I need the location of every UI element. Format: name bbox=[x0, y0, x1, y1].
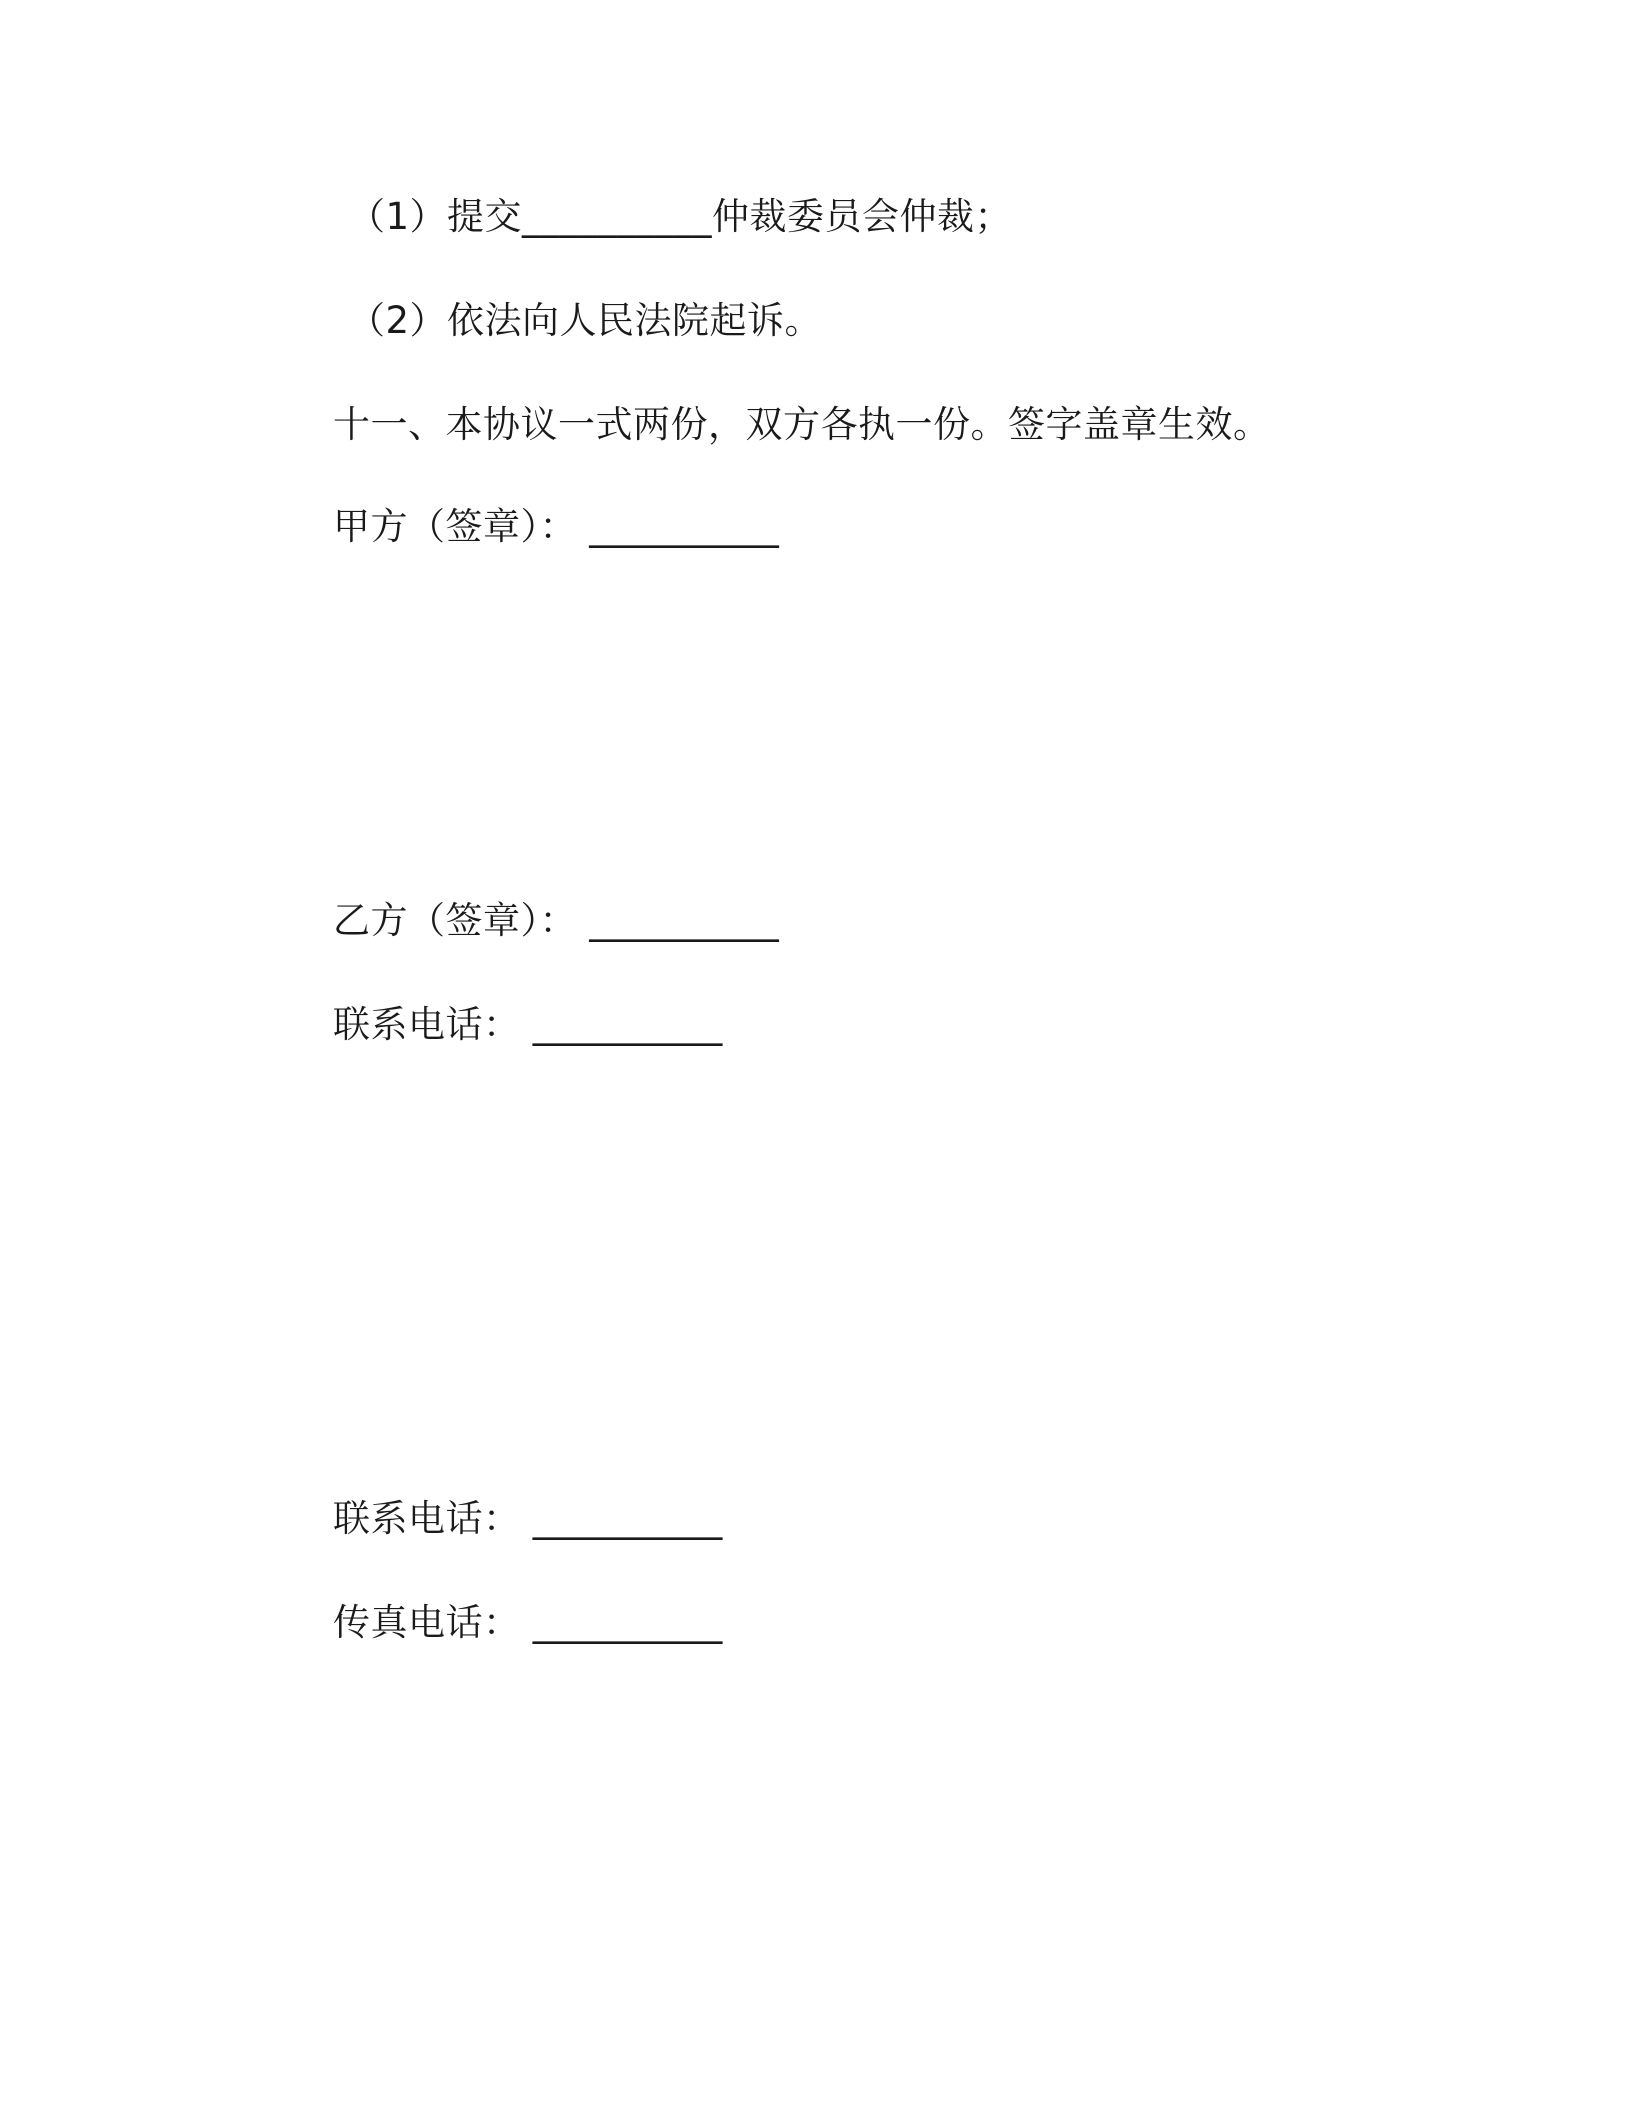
party-b-signature-line bbox=[333, 898, 779, 944]
arbitration-option-2-text: （2）依法向人民法院起诉。 bbox=[348, 299, 823, 342]
party-a-signature-line bbox=[333, 504, 779, 550]
party-b-label: 乙方（签章）： bbox=[333, 899, 577, 942]
party-b-phone-line bbox=[333, 1002, 723, 1048]
clause-11-text: 十一、本协议一式两份，双方各执一份。签字盖章生效。 bbox=[333, 403, 1271, 446]
arbitration-option-1-suffix: 仲裁委员会仲裁； bbox=[712, 195, 1013, 238]
arbitration-option-1 bbox=[348, 194, 1012, 240]
phone-line bbox=[333, 1496, 723, 1542]
party-b-phone-blank: __________ bbox=[532, 1003, 723, 1046]
party-b-signature-blank: __________ bbox=[589, 899, 780, 942]
fax-line bbox=[333, 1600, 723, 1646]
arbitration-option-2 bbox=[348, 298, 822, 344]
clause-11 bbox=[333, 402, 1271, 448]
fax-label: 传真电话： bbox=[333, 1601, 521, 1644]
arbitration-commission-blank: __________ bbox=[522, 195, 713, 238]
party-b-phone-label: 联系电话： bbox=[333, 1003, 521, 1046]
party-a-label: 甲方（签章）： bbox=[333, 505, 577, 548]
phone-label: 联系电话： bbox=[333, 1497, 521, 1540]
fax-blank: __________ bbox=[532, 1601, 723, 1644]
arbitration-option-1-prefix: （1）提交 bbox=[348, 195, 523, 238]
phone-blank: __________ bbox=[532, 1497, 723, 1540]
party-a-signature-blank: __________ bbox=[589, 505, 780, 548]
